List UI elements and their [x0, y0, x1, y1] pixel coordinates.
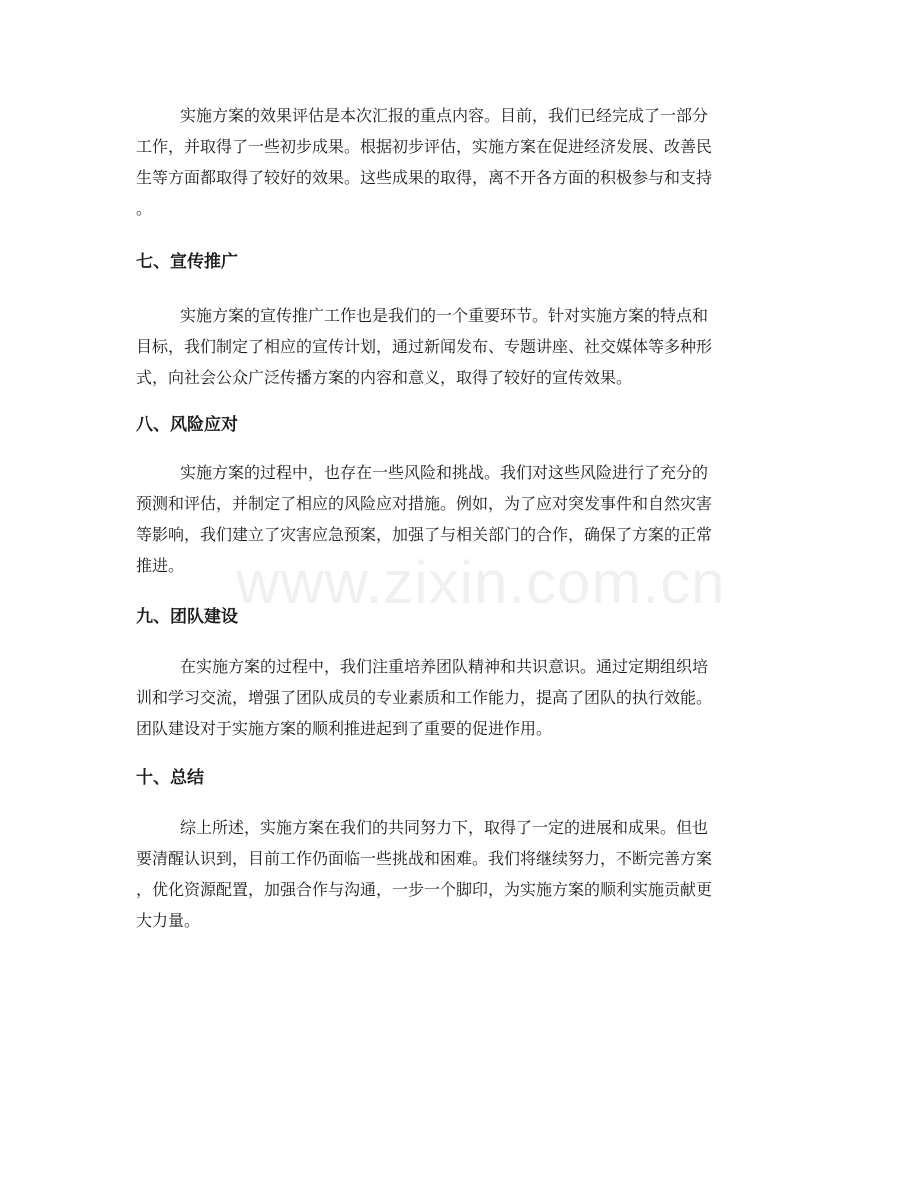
paragraph-line: 大力量。 [136, 911, 201, 930]
document-body [136, 100, 786, 936]
paragraph-line: 综上所述，实施方案在我们的共同努力下，取得了一定的进展和成果。但也 [180, 818, 709, 837]
paragraph-publicity [136, 300, 786, 393]
paragraph-line: 要清醒认识到，目前工作仍面临一些挑战和困难。我们将继续努力，不断完善方案 [136, 849, 713, 868]
paragraph-line: 工作，并取得了一些初步成果。根据初步评估，实施方案在促进经济发展、改善民 [136, 137, 713, 156]
section-heading-summary: 十、总结 [136, 768, 204, 788]
paragraph-line: 等影响，我们建立了灾害应急预案，加强了与相关部门的合作，确保了方案的正常 [136, 525, 713, 544]
paragraph-line: 实施方案的过程中，也存在一些风险和挑战。我们对这些风险进行了充分的 [180, 463, 709, 482]
paragraph-line: 训和学习交流，增强了团队成员的专业素质和工作能力，提高了团队的执行效能。 [136, 688, 713, 707]
paragraph-line: 团队建设对于实施方案的顺利推进起到了重要的促进作用。 [136, 719, 553, 738]
section-heading-publicity: 七、宣传推广 [136, 252, 238, 272]
paragraph-risk [136, 457, 786, 581]
section-heading-team: 九、团队建设 [136, 607, 238, 627]
watermark-text: www.zixin.com.cn [236, 549, 726, 616]
paragraph-line: 式，向社会公众广泛传播方案的内容和意义，取得了较好的宣传效果。 [136, 368, 633, 387]
paragraph-line: 实施方案的宣传推广工作也是我们的一个重要环节。针对实施方案的特点和 [180, 306, 709, 325]
paragraph-line: 目标，我们制定了相应的宣传计划，通过新闻发布、专题讲座、社交媒体等多种形 [136, 337, 713, 356]
paragraph-line: 实施方案的效果评估是本次汇报的重点内容。目前，我们已经完成了一部分 [180, 106, 709, 125]
paragraph-summary [136, 812, 786, 936]
paragraph-team [136, 651, 786, 744]
paragraph-line: ，优化资源配置，加强合作与沟通，一步一个脚印，为实施方案的顺利实施贡献更 [136, 880, 713, 899]
paragraph-effect-evaluation [136, 100, 786, 224]
paragraph-line: 生等方面都取得了较好的效果。这些成果的取得，离不开各方面的积极参与和支持 [136, 168, 713, 187]
paragraph-line: 推进。 [136, 556, 185, 575]
section-heading-risk: 八、风险应对 [136, 415, 238, 435]
paragraph-line: 在实施方案的过程中，我们注重培养团队精神和共识意识。通过定期组织培 [180, 657, 709, 676]
paragraph-line: 预测和评估，并制定了相应的风险应对措施。例如，为了应对突发事件和自然灾害 [136, 494, 713, 513]
paragraph-line: 。 [136, 199, 153, 218]
